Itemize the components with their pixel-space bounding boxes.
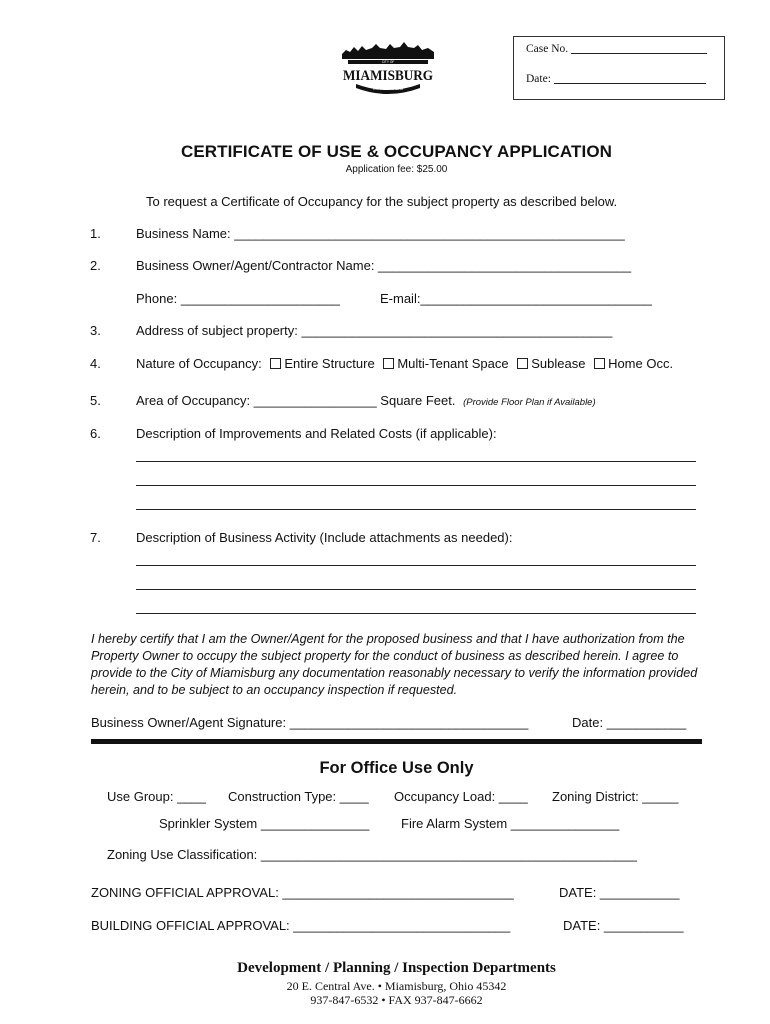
miamisburg-logo: [336, 38, 440, 100]
owner-agent-field[interactable]: Business Owner/Agent/Contractor Name: ___________________________________: [136, 258, 632, 273]
business-name-field[interactable]: Business Name: ______________________________________________________: [136, 226, 625, 241]
case-no-label: Case No.: [526, 43, 569, 55]
activity-line-2[interactable]: [136, 589, 696, 590]
email-field[interactable]: E-mail:________________________________: [380, 291, 652, 306]
zoning-district-field[interactable]: Zoning District: _____: [552, 789, 679, 804]
home-occ-checkbox[interactable]: [594, 358, 605, 369]
area-of-occupancy[interactable]: [136, 393, 596, 408]
footer-phone: 937-847-6532 • FAX 937-847-6662: [310, 993, 483, 1007]
item-number-5: 5.: [90, 393, 101, 408]
case-no-field[interactable]: [526, 43, 707, 55]
activity-line-3[interactable]: [136, 613, 696, 614]
item-number-2: 2.: [90, 258, 101, 273]
page-title: CERTIFICATE OF USE & OCCUPANCY APPLICATION: [180, 142, 613, 161]
footer-address: 20 E. Central Ave. • Miamisburg, Ohio 45342: [286, 979, 507, 993]
sprinkler-system-field[interactable]: Sprinkler System _______________: [159, 816, 370, 831]
sublease-label: Sublease: [531, 356, 586, 371]
occupancy-load-field[interactable]: Occupancy Load: ____: [394, 789, 528, 804]
improvements-label: Description of Improvements and Related Costs (if applicable):: [136, 426, 497, 441]
address-field[interactable]: Address of subject property: ___________________________________________: [136, 323, 613, 338]
office-use-title: For Office Use Only: [319, 759, 474, 777]
sublease-checkbox[interactable]: [517, 358, 528, 369]
activity-label: Description of Business Activity (Include attachments as needed):: [136, 530, 513, 545]
footer-title: Development / Planning / Inspection Departments: [237, 960, 556, 976]
item-number-3: 3.: [90, 323, 101, 338]
case-date-field[interactable]: [526, 73, 706, 85]
item-number-1: 1.: [90, 226, 101, 241]
building-approval-date-field[interactable]: DATE: ___________: [563, 918, 684, 933]
improvements-line-2[interactable]: [136, 485, 696, 486]
application-fee: Application fee: $25.00: [345, 164, 448, 175]
item-number-4: 4.: [90, 356, 101, 371]
case-box: [513, 36, 725, 100]
signature-date-field[interactable]: Date: ___________: [572, 715, 687, 730]
area-note: (Provide Floor Plan if Available): [463, 397, 596, 408]
building-approval-field[interactable]: BUILDING OFFICIAL APPROVAL: ______________________________: [91, 918, 511, 933]
zoning-approval-date-field[interactable]: DATE: ___________: [559, 885, 680, 900]
construction-type-field[interactable]: Construction Type: ____: [228, 789, 369, 804]
area-field[interactable]: Area of Occupancy: _________________ Square Feet.: [136, 393, 456, 408]
item-number-7: 7.: [90, 530, 101, 545]
certification-statement: I hereby certify that I am the Owner/Agent for the proposed business and that I have authorization from the Property Owner to occupy the subject property for the conduct of business as described herein. I agree to provide to the City of Miamisburg any documentation reasonably necessary to verify the information provided herein, and to be subject to an occupancy inspection if requested.: [91, 632, 698, 697]
case-date-label: Date:: [526, 73, 551, 85]
intro-text: To request a Certificate of Occupancy for the subject property as described below.: [146, 194, 618, 209]
phone-field[interactable]: Phone: ______________________: [136, 291, 340, 306]
fire-alarm-system-field[interactable]: Fire Alarm System _______________: [401, 816, 620, 831]
home-occ-label: Home Occ.: [608, 356, 674, 371]
multi-tenant-label: Multi-Tenant Space: [397, 356, 509, 371]
multi-tenant-checkbox[interactable]: [383, 358, 394, 369]
entire-structure-label: Entire Structure: [284, 356, 375, 371]
improvements-line-1[interactable]: [136, 461, 696, 462]
zoning-use-classification-field[interactable]: Zoning Use Classification: ____________________________________________________: [107, 847, 637, 862]
nature-label: Nature of Occupancy:: [136, 356, 262, 371]
signature-field[interactable]: Business Owner/Agent Signature: _________________________________: [91, 715, 529, 730]
section-divider: [91, 739, 702, 744]
svg-text:CITY OF: CITY OF: [381, 60, 395, 65]
nature-of-occupancy: [136, 356, 673, 371]
activity-line-1[interactable]: [136, 565, 696, 566]
entire-structure-checkbox[interactable]: [270, 358, 281, 369]
improvements-line-3[interactable]: [136, 509, 696, 510]
item-number-6: 6.: [90, 426, 101, 441]
zoning-approval-field[interactable]: ZONING OFFICIAL APPROVAL: ________________________________: [91, 885, 514, 900]
use-group-field[interactable]: Use Group: ____: [107, 789, 207, 804]
logo-tagline: OHIO SINCE 1818: [372, 87, 404, 91]
logo-name: MIAMISBURG: [343, 68, 434, 84]
